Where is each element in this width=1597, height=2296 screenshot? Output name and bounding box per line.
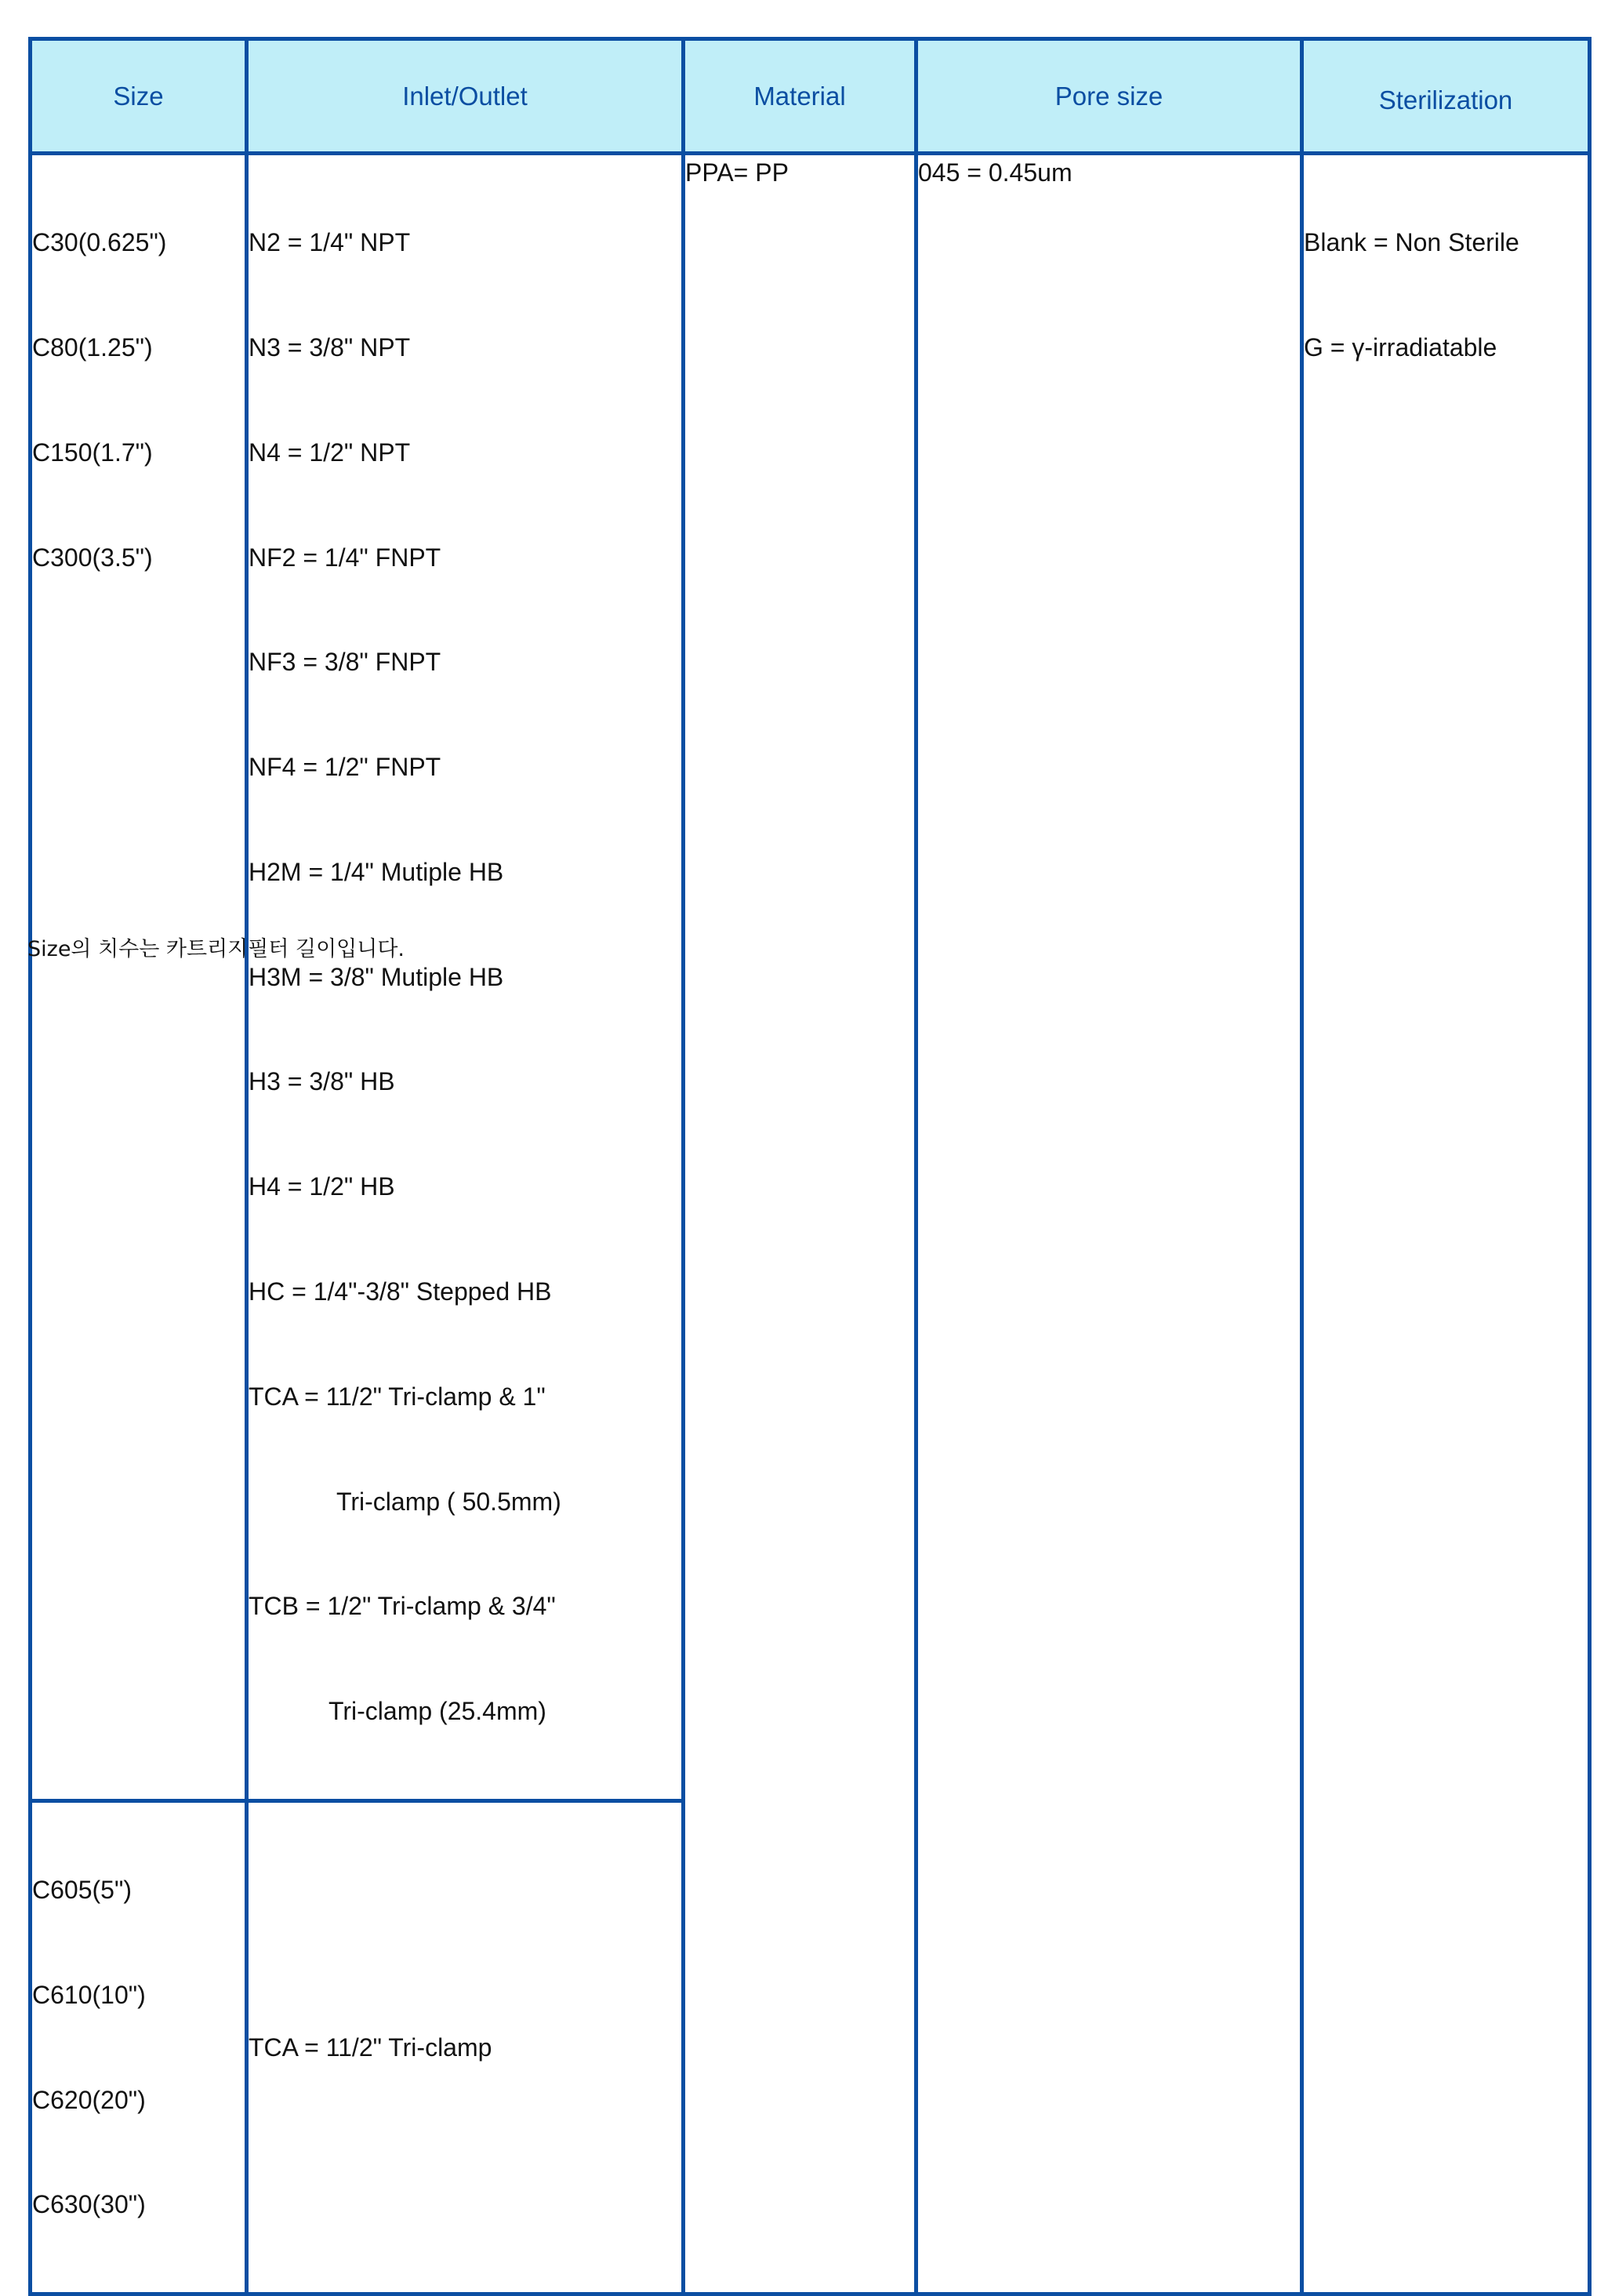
sterilization-cell [1302, 154, 1590, 2294]
table-row [31, 154, 1590, 1801]
size-item: C80(1.25") [32, 332, 153, 361]
size-item: C300(3.5") [32, 543, 153, 572]
inlet-outlet-item: TCB = 1/2" Tri-clamp & 3/4" [249, 1592, 556, 1621]
inlet-outlet-item: TCA = 11/2" Tri-clamp [249, 2033, 492, 2062]
header-pore-size: Pore size [916, 39, 1302, 154]
inlet-outlet-item: H2M = 1/4" Mutiple HB [249, 857, 504, 886]
material-cell [684, 154, 916, 2294]
inlet-outlet-item: NF3 = 3/8" FNPT [249, 648, 441, 677]
size-item: C610(10") [32, 1980, 146, 2009]
material-value: PPA= PP [685, 158, 789, 187]
size-cell-large [31, 1800, 247, 2294]
inlet-outlet-item: N4 = 1/2" NPT [249, 438, 411, 467]
size-item: C605(5") [32, 1876, 132, 1905]
size-item: C30(0.625") [32, 228, 167, 257]
inlet-outlet-item: NF2 = 1/4" FNPT [249, 543, 441, 572]
header-sterilization: Sterilization [1302, 39, 1590, 154]
inlet-outlet-list [249, 155, 681, 1799]
size-list-large [32, 1803, 245, 2292]
pore-size-cell [916, 154, 1302, 2294]
inlet-outlet-item: N2 = 1/4" NPT [249, 228, 411, 257]
header-inlet-outlet: Inlet/Outlet [247, 39, 684, 154]
inlet-outlet-item: HC = 1/4"-3/8" Stepped HB [249, 1277, 552, 1306]
inlet-outlet-item: H3M = 3/8" Mutiple HB [249, 962, 504, 991]
header-size: Size [31, 39, 247, 154]
size-item: C620(20") [32, 2085, 146, 2114]
size-cell-small [31, 154, 247, 1801]
inlet-outlet-cell-large [247, 1800, 684, 2294]
spec-table [28, 37, 1592, 2296]
inlet-outlet-item: TCA = 11/2" Tri-clamp & 1" [249, 1382, 546, 1411]
pore-size-value: 045 = 0.45um [918, 158, 1073, 187]
inlet-outlet-cell-small [247, 154, 684, 1801]
header-row [31, 39, 1590, 154]
footnote: Size의 치수는 카트리지필터 길이입니다. [27, 937, 405, 961]
inlet-outlet-item-continued: Tri-clamp (25.4mm) [328, 1697, 546, 1726]
sterilization-item: G = γ-irradiatable [1304, 332, 1497, 361]
inlet-outlet-item-continued: Tri-clamp ( 50.5mm) [336, 1487, 561, 1516]
inlet-outlet-item: H3 = 3/8" HB [249, 1067, 395, 1096]
header-material: Material [684, 39, 916, 154]
inlet-outlet-item: N3 = 3/8" NPT [249, 332, 411, 361]
inlet-outlet-item: H4 = 1/2" HB [249, 1172, 395, 1201]
inlet-outlet-item: NF4 = 1/2" FNPT [249, 753, 441, 782]
sterilization-item: Blank = Non Sterile [1304, 228, 1519, 257]
size-item: C630(30") [32, 2190, 146, 2219]
sterilization-list [1304, 155, 1588, 435]
size-item: C150(1.7") [32, 438, 153, 467]
size-list-small [32, 155, 245, 645]
